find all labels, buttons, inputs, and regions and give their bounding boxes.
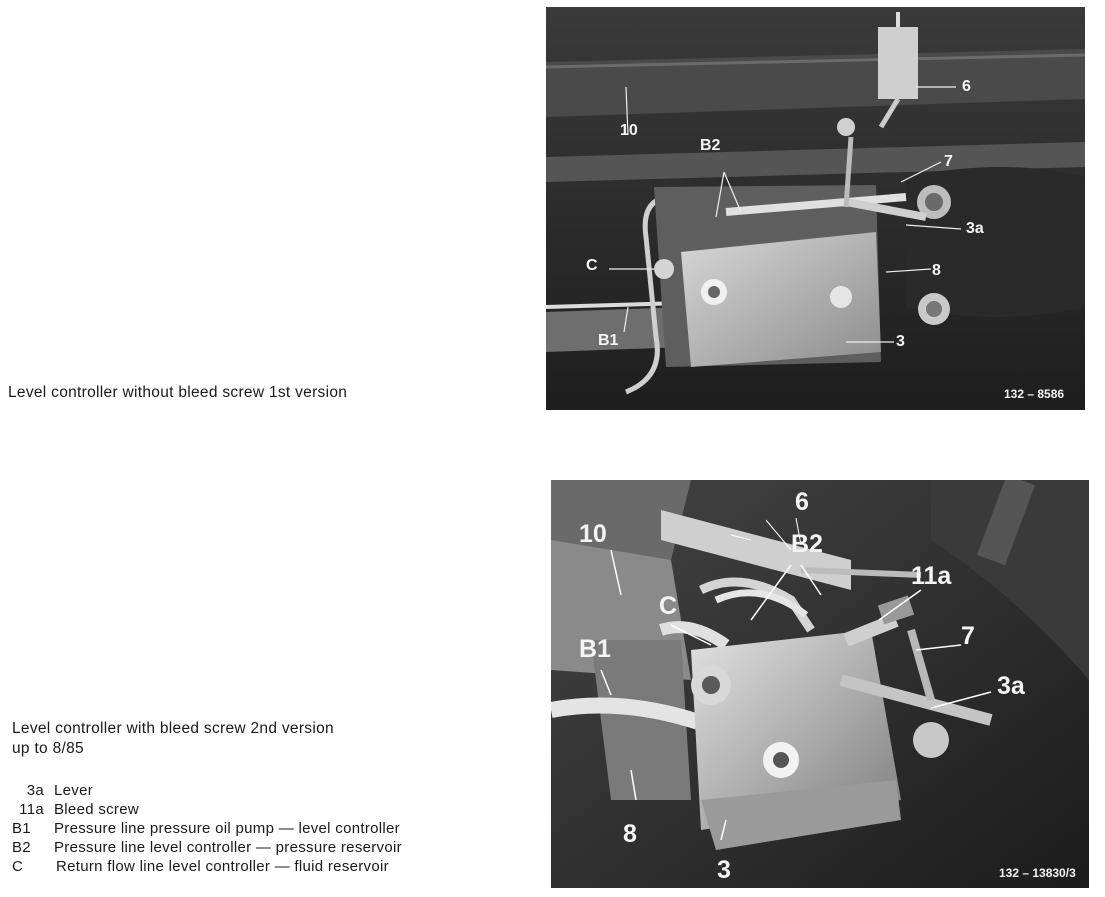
legend-text: Pressure line level controller — pressure reservoir (54, 839, 402, 856)
legend-text: Lever (54, 782, 94, 799)
photo2-label-6: 6 (795, 488, 809, 516)
legend-key: C (12, 858, 24, 875)
photo1-label-3a: 3a (966, 220, 984, 237)
photo-level-controller-1st-version (546, 7, 1085, 410)
legend-row-b2 (12, 838, 402, 857)
photo2-label-b1: B1 (579, 635, 611, 663)
photo1-label-7: 7 (944, 153, 953, 170)
legend-text: Pressure line pressure oil pump — level controller (54, 820, 400, 837)
legend-key: 3a (26, 782, 44, 799)
legend-row-3a (12, 781, 402, 800)
photo2-label-3: 3 (717, 856, 731, 884)
legend (12, 781, 402, 876)
photo1-label-c: C (586, 257, 598, 274)
photo1-label-b1: B1 (598, 332, 619, 349)
photo2-label-8: 8 (623, 820, 637, 848)
photo2-label-c: C (659, 592, 678, 620)
photo2-label-11a: 11a (911, 562, 952, 590)
photo2-reference-code: 132 – 13830/3 (999, 866, 1076, 880)
legend-text: Return flow line level controller — fluid reservoir (56, 858, 389, 875)
caption-2nd-version (12, 719, 334, 759)
photo1-reference-code: 132 – 8586 (1004, 387, 1065, 401)
legend-key: B1 (12, 820, 31, 837)
photo1-label-10: 10 (620, 122, 638, 139)
legend-row-11a (12, 800, 402, 819)
caption-2nd-version-line2: up to 8/85 (12, 740, 84, 757)
photo1-label-b2: B2 (700, 137, 721, 154)
photo1-label-6: 6 (962, 78, 971, 95)
legend-row-c (12, 857, 402, 876)
photo2-label-3a: 3a (997, 672, 1025, 700)
photo1-label-3: 3 (896, 333, 905, 350)
legend-row-b1 (12, 819, 402, 838)
legend-key: 11a (19, 801, 44, 818)
photo1-drawing (546, 7, 1085, 410)
legend-text: Bleed screw (54, 801, 140, 818)
photo2-label-10: 10 (579, 520, 607, 548)
photo2-label-b2: B2 (791, 530, 823, 558)
legend-key: B2 (12, 839, 31, 856)
caption-2nd-version-line1: Level controller with bleed screw 2nd version (12, 720, 334, 737)
photo1-label-8: 8 (932, 262, 941, 279)
photo-level-controller-2nd-version (551, 480, 1089, 888)
photo2-label-7: 7 (961, 622, 975, 650)
caption-1st-version: Level controller without bleed screw 1st version (8, 384, 348, 401)
